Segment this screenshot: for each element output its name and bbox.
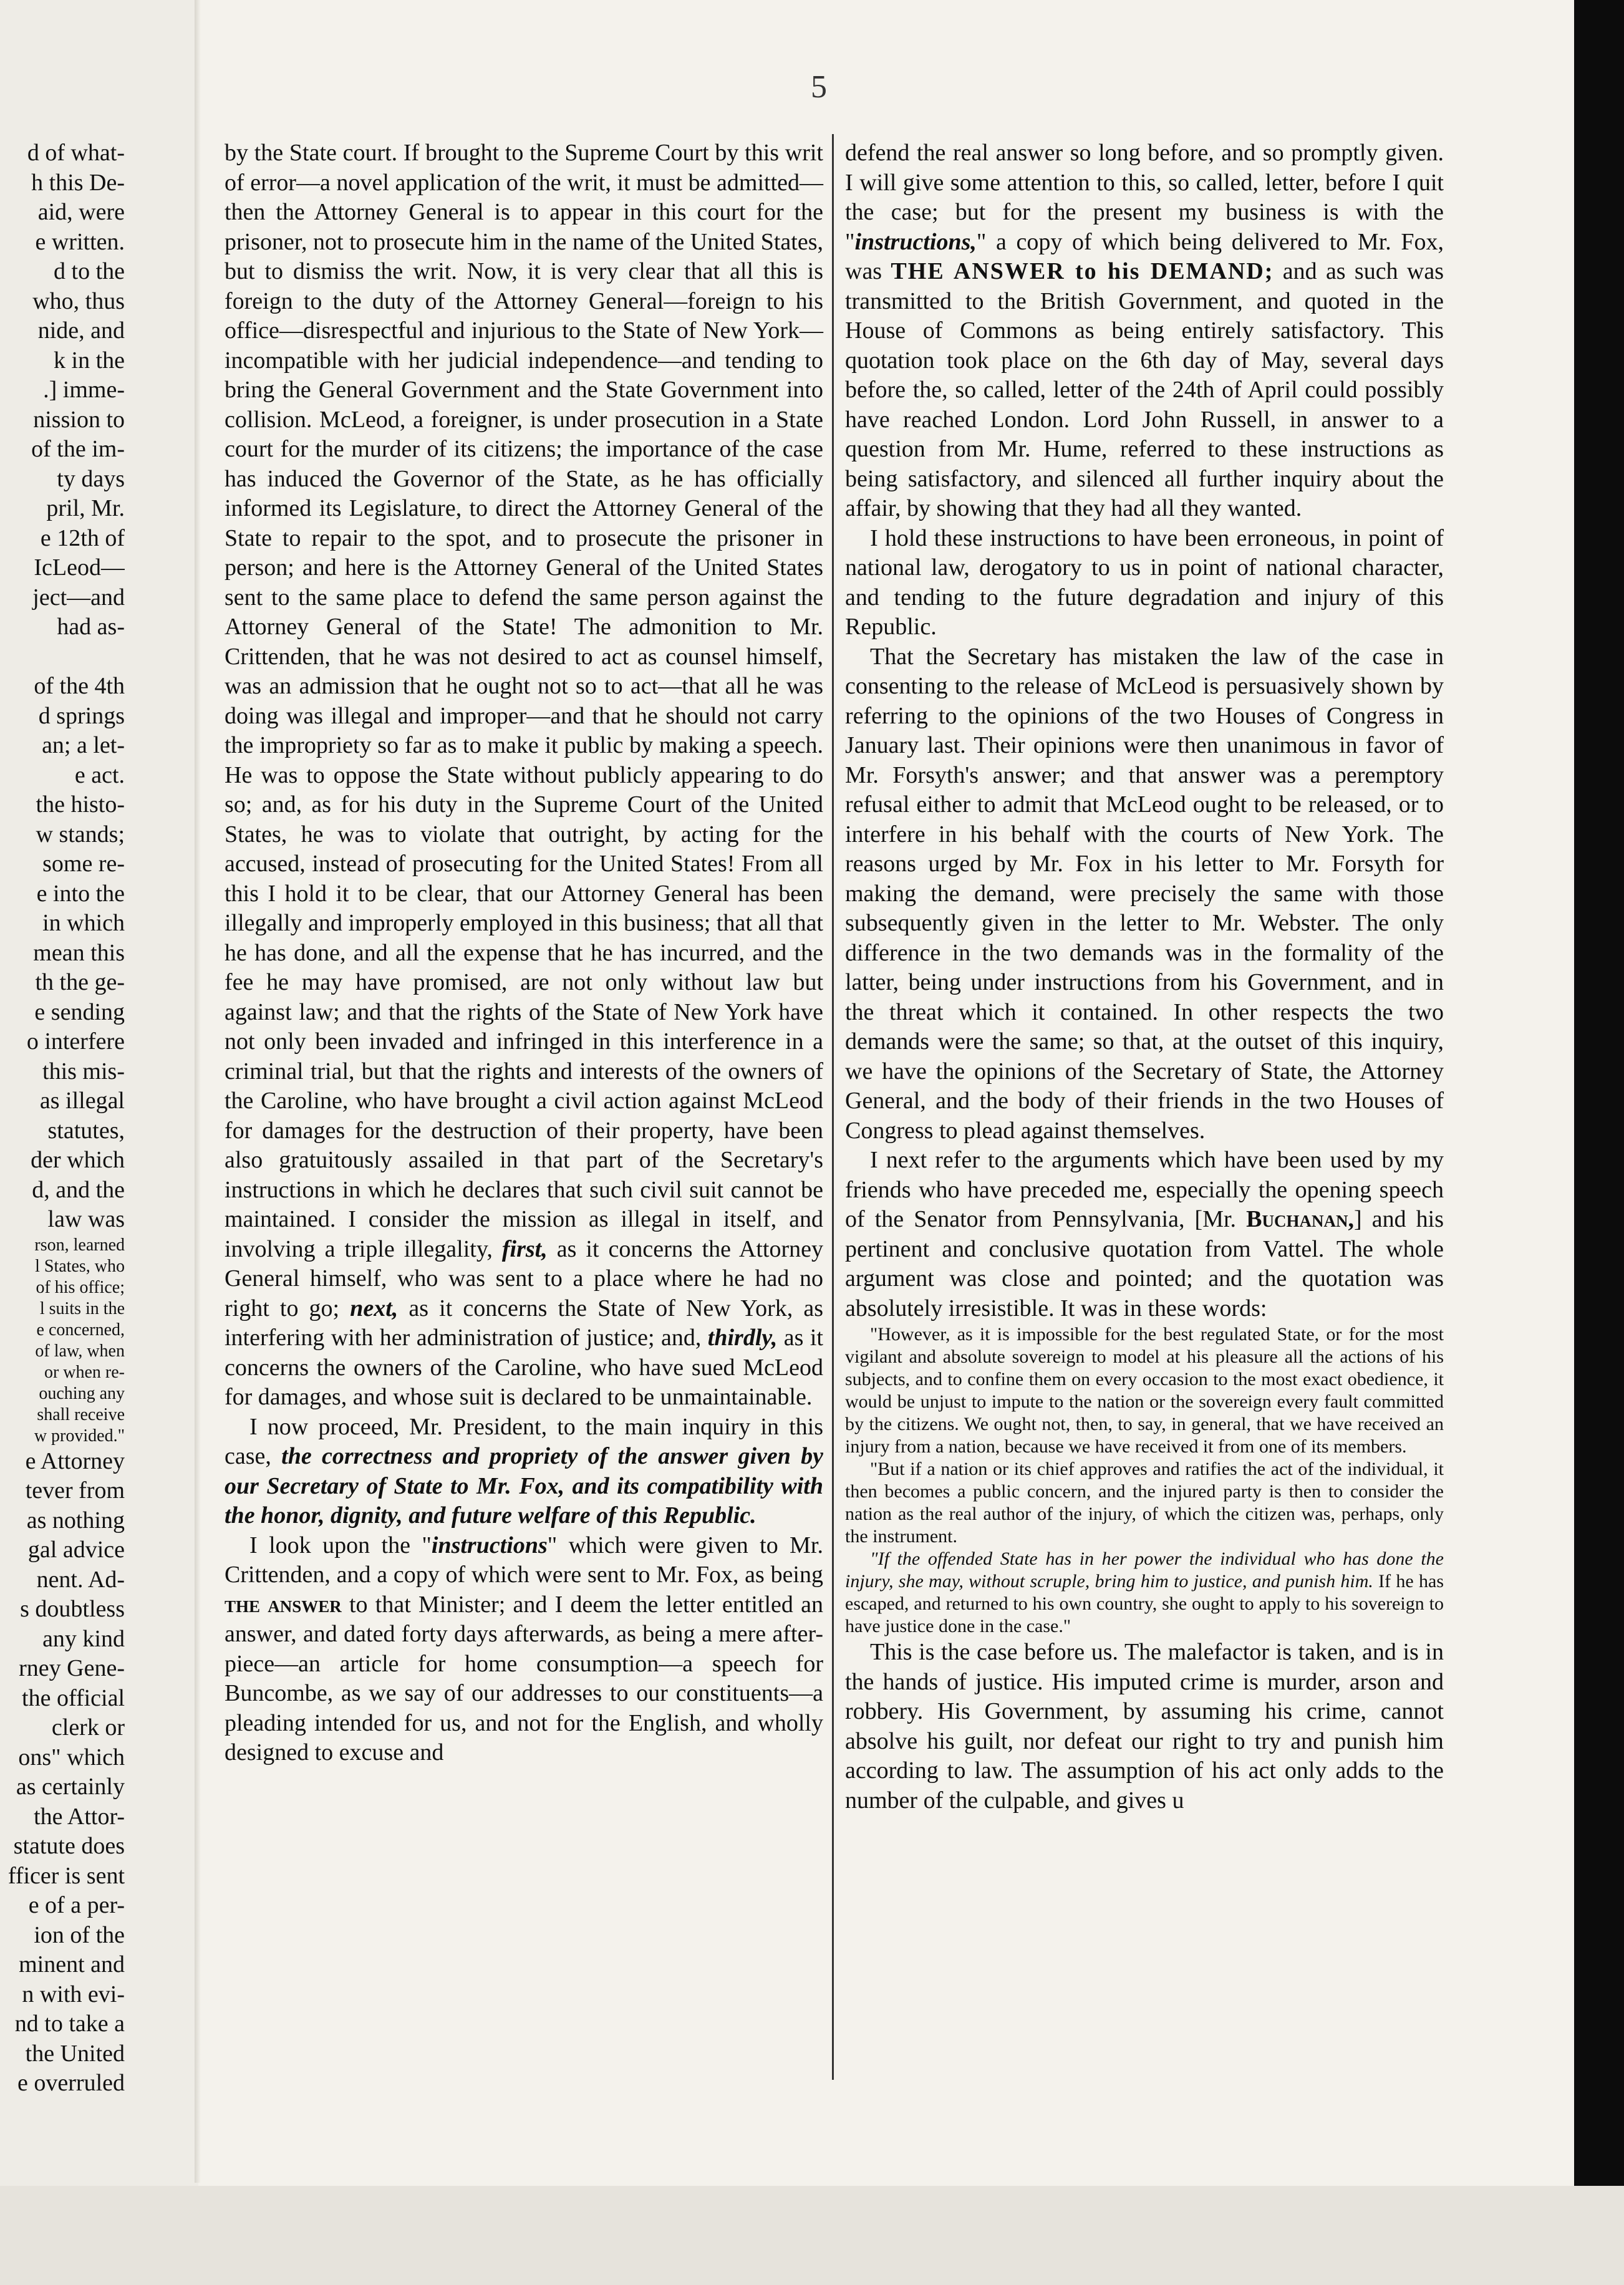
quotation: "However, as it is impossible for the best regulated State, or for the most vigilant and absolute sovereign to model at his pleasure all the actions of his subjects, and to confine them on every occasion to the most exact obedience, it would be unjust to impute to the nation or the sovereign every fault committed by the citizens. We ought not, then, to say, in general, that we have received an injury from a nation, because we have received it from one of its members. [845, 1324, 1444, 1457]
previous-column-line: this mis- [42, 1058, 125, 1085]
previous-column-line: of his office; [36, 1277, 125, 1297]
page-number: 5 [811, 69, 827, 105]
binding-gutter [195, 0, 201, 2183]
previous-column-line: had as- [57, 614, 125, 640]
previous-column-line: e act. [74, 761, 125, 788]
previous-column-line: pril, Mr. [46, 495, 125, 521]
previous-column-line: shall receive [37, 1404, 125, 1424]
previous-column-line: rson, learned [34, 1235, 125, 1255]
previous-column-line: of the im- [31, 436, 125, 462]
previous-column-line: w provided." [34, 1426, 125, 1446]
previous-column-line: s doubtless [20, 1596, 125, 1622]
previous-column-line: e of a per- [28, 1892, 125, 1918]
previous-column-line: nent. Ad- [36, 1566, 125, 1593]
previous-column-line: of the 4th [34, 673, 125, 699]
previous-column-line: ons" which [18, 1744, 125, 1771]
quotation: "If the offended State has in her power the individual who has done the injury, she may, without scruple, bring him to justice, and punish him. If he has escaped, and returned to his own country, she ought to apply to his sovereign to have justice done in the case." [845, 1548, 1444, 1636]
paragraph: by the State court. If brought to the Supreme Court by this writ of error—a novel application of the writ, it must be admitted—then the Attorney General is to appear in this court for the prisoner, not to prosecute him in the name of the United States, but to dismiss the writ. Now, it is very clear that all this is foreign to the duty of the Attorney General—foreign to his office—disrespectful and injurious to the State of New York—incompatible with her judicial independence—and tending to bring the General Government and the State Government into collision. McLeod, a foreigner, is under prosecution in a State court for the murder of its citizens; the importance of the case has induced the Governor of the State, as he has officially informed its Legislature, to direct the Attorney General of the State to repair to the spot, and to prosecute the prisoner in person; and here is the Attorney General of the United States sent to the same place to defend the same person against the Attorney General of the State! The admonition to Mr. Crittenden, that he was not desired to act as counsel himself, was an admission that he ought not so to act—that all he was doing was illegal and improper—and that he should not carry the impropriety so far as to make it public by making a speech. He was to oppose the State without publicly appearing to do so; and, as for his duty in the Supreme Court of the United States, he was to violate that outright, by acting for the accused, instead of prosecuting for the United States! From all this I hold it to be clear, that our Attorney General has been illegally and improperly employed in this business; that all that he has done, and all the expense that he has incurred, and the fee he may have promised, are not only without law but against law; and that the rights of the State of New York have not only been invaded and infringed in this interference in a criminal trial, but that the rights and interests of the owners of the Caroline, who have brought a civil action against McLeod for damages for the destruction of their property, have been also gratuitously assailed in that part of the Secretary's instructions in which he declares that such civil suit cannot be maintained. I consider the mission as illegal in itself, and involving a triple illegality, first, as it concerns the Attorney General himself, who was sent to a place where he had no right to go; next, as it concerns the State of New York, as interfering with her administration of justice; and, thirdly, as it concerns the owners of the Caroline, who have sued McLeod for damages, and whose suit is declared to be unmaintainable. [225, 140, 824, 1410]
previous-column-line: in which [42, 910, 125, 936]
previous-column-line: statute does [13, 1833, 125, 1859]
previous-column-line: d springs [38, 702, 125, 729]
previous-column-line: e concerned, [36, 1320, 125, 1340]
quotation: "But if a nation or its chief approves and ratifies the act of the individual, it then becomes a public concern, and the injured party is then to consider the nation as the real author of the injury, of which the citizen was, perhaps, only the instrument. [845, 1459, 1444, 1547]
previous-column-line: rney Gene- [19, 1655, 125, 1681]
paragraph: This is the case before us. The malefactor is taken, and is in the hands of justice. His imputed crime is murder, arson and robbery. His Government, by assuming his crime, cannot absolve his guilt, nor defeat our right to try and punish him according to law. The assumption of his act only adds to the number of the culpable, and gives u [845, 1639, 1444, 1814]
previous-column-line: .] imme- [43, 377, 125, 403]
paragraph: defend the real answer so long before, and so promptly given. I will give some attention to this, so called, letter, before I quit the case; but for the present my business is with the "instructions," a copy of which being delivered to Mr. Fox, was THE ANSWER to his DEMAND; and as such was transmitted to the British Government, and quoted in the House of Commons as being entirely satisfactory. This quotation took place on the 6th day of May, several days before the, so called, letter of the 24th of April could possibly have reached London. Lord John Russell, in answer to a question from Mr. Hume, referred to these instructions as being satisfactory, and silenced all further inquiry about the affair, by showing that they had all they wanted. [845, 140, 1444, 521]
previous-column-line: e overruled [17, 2070, 125, 2096]
previous-column-line: ject—and [32, 584, 125, 611]
previous-column-line: some re- [42, 851, 125, 877]
previous-column-line: any kind [42, 1625, 125, 1652]
bottom-margin [0, 2186, 1624, 2285]
previous-column-line: law was [47, 1206, 125, 1232]
previous-column-line: th the ge- [35, 969, 125, 995]
column-2 [845, 138, 1444, 1815]
previous-column-line: fficer is sent [7, 1862, 125, 1889]
previous-column-line: e sending [34, 998, 125, 1025]
previous-column-line: mean this [33, 939, 125, 966]
previous-column-line: as nothing [26, 1507, 125, 1534]
previous-column-text [0, 138, 125, 2099]
previous-column-line: who, thus [32, 287, 125, 314]
previous-column-line: or when re- [44, 1362, 125, 1382]
previous-column-line: the official [22, 1684, 125, 1711]
previous-column-line: the histo- [36, 791, 125, 818]
previous-column-line: d, and the [32, 1176, 125, 1203]
paragraph: I next refer to the arguments which have been used by my friends who have preceded me, especially the opening speech of the Senator from Pennsylvania, [Mr. Buchanan,] and his pertinent and conclusive quotation from Vattel. The whole argument was close and pointed; and the quotation was absolutely irresistible. It was in these words: [845, 1147, 1444, 1321]
previous-column-line: e Attorney [25, 1447, 125, 1474]
previous-page-strip [0, 0, 198, 2285]
previous-column-line: the United [25, 2040, 125, 2067]
previous-column-line: ouching any [39, 1383, 125, 1403]
paragraph: I now proceed, Mr. President, to the main inquiry in this case, the correctness and propriety of the answer given by our Secretary of State to Mr. Fox, and its compatibility with the honor, dignity, and future welfare of this Republic. [225, 1413, 823, 1529]
previous-column-line: clerk or [51, 1714, 125, 1741]
previous-column-line: ty days [57, 465, 125, 492]
previous-column-line: l States, who [35, 1256, 125, 1276]
previous-column-line: as illegal [39, 1088, 125, 1114]
previous-column-line: tever from [25, 1477, 125, 1504]
previous-column-line: IcLeod— [34, 554, 125, 581]
previous-column-line: ion of the [34, 1921, 125, 1948]
previous-column-line: e written. [35, 228, 125, 255]
previous-column-line: the Attor- [34, 1803, 125, 1830]
scan-border [1574, 0, 1624, 2285]
paragraph: I look upon the "instructions" which were given to Mr. Crittenden, and a copy of which were sent to Mr. Fox, as being the answer to that Minister; and I deem the letter entitled an answer, and dated forty days afterwards, as being a mere after-piece—an article for home consumption—a speech for Buncombe, as we say of our addresses to our constituents—a pleading intended for us, and not for the English, and wholly designed to excuse and [225, 1532, 823, 1766]
previous-column-line: e into the [36, 880, 125, 907]
previous-column-line: d to the [54, 258, 125, 284]
previous-column-line: d of what- [27, 140, 125, 166]
previous-column-line: nission to [33, 406, 125, 433]
previous-column-line: n with evi- [22, 1981, 125, 2007]
paragraph: That the Secretary has mistaken the law of the case in consenting to the release of McLeod is persuasively shown by referring to the opinions of the two Houses of Congress in January last. Their opinions were then unanimous in favor of Mr. Forsyth's answer; and that answer was a peremptory refusal either to admit that McLeod ought to be released, or to interfere in his behalf with the courts of New York. The reasons urged by Mr. Fox in his letter to Mr. Forsyth for making the demand, were precisely the same with those subsequently given in the letter to Mr. Webster. The only difference in the two demands was in the formality of the latter, being under instructions from his Government, and in the threat which it contained. In other respects the two demands were the same; so that, at the outset of this inquiry, we have the opinions of the Secretary of State, the Attorney General, and the body of their friends in the two Houses of Congress to plead against themselves. [845, 643, 1444, 1144]
previous-column-line [0, 642, 125, 672]
previous-column-line: der which [31, 1147, 125, 1173]
paragraph: I hold these instructions to have been erroneous, in point of national law, derogatory to us in point of national character, and tending to the future degradation and injury of this Republic. [845, 524, 1444, 640]
column-1 [225, 138, 823, 1768]
previous-column-line: nide, and [37, 317, 125, 344]
previous-column-line: as certainly [16, 1774, 125, 1800]
previous-column-line: e 12th of [40, 524, 125, 551]
previous-column-line: of law, when [35, 1341, 125, 1361]
previous-column-line: minent and [19, 1951, 125, 1978]
previous-column-line: l suits in the [39, 1298, 125, 1318]
previous-column-line: nd to take a [14, 2011, 125, 2037]
previous-column-line: an; a let- [42, 732, 125, 758]
column-rule [832, 134, 834, 2080]
previous-column-line: aid, were [37, 199, 125, 225]
previous-column-line: h this De- [31, 169, 125, 196]
previous-column-line: w stands; [36, 821, 125, 848]
previous-column-line: statutes, [47, 1117, 125, 1144]
previous-column-line: k in the [54, 347, 125, 374]
previous-column-line: gal advice [27, 1537, 125, 1563]
previous-column-line: o interfere [26, 1028, 125, 1055]
